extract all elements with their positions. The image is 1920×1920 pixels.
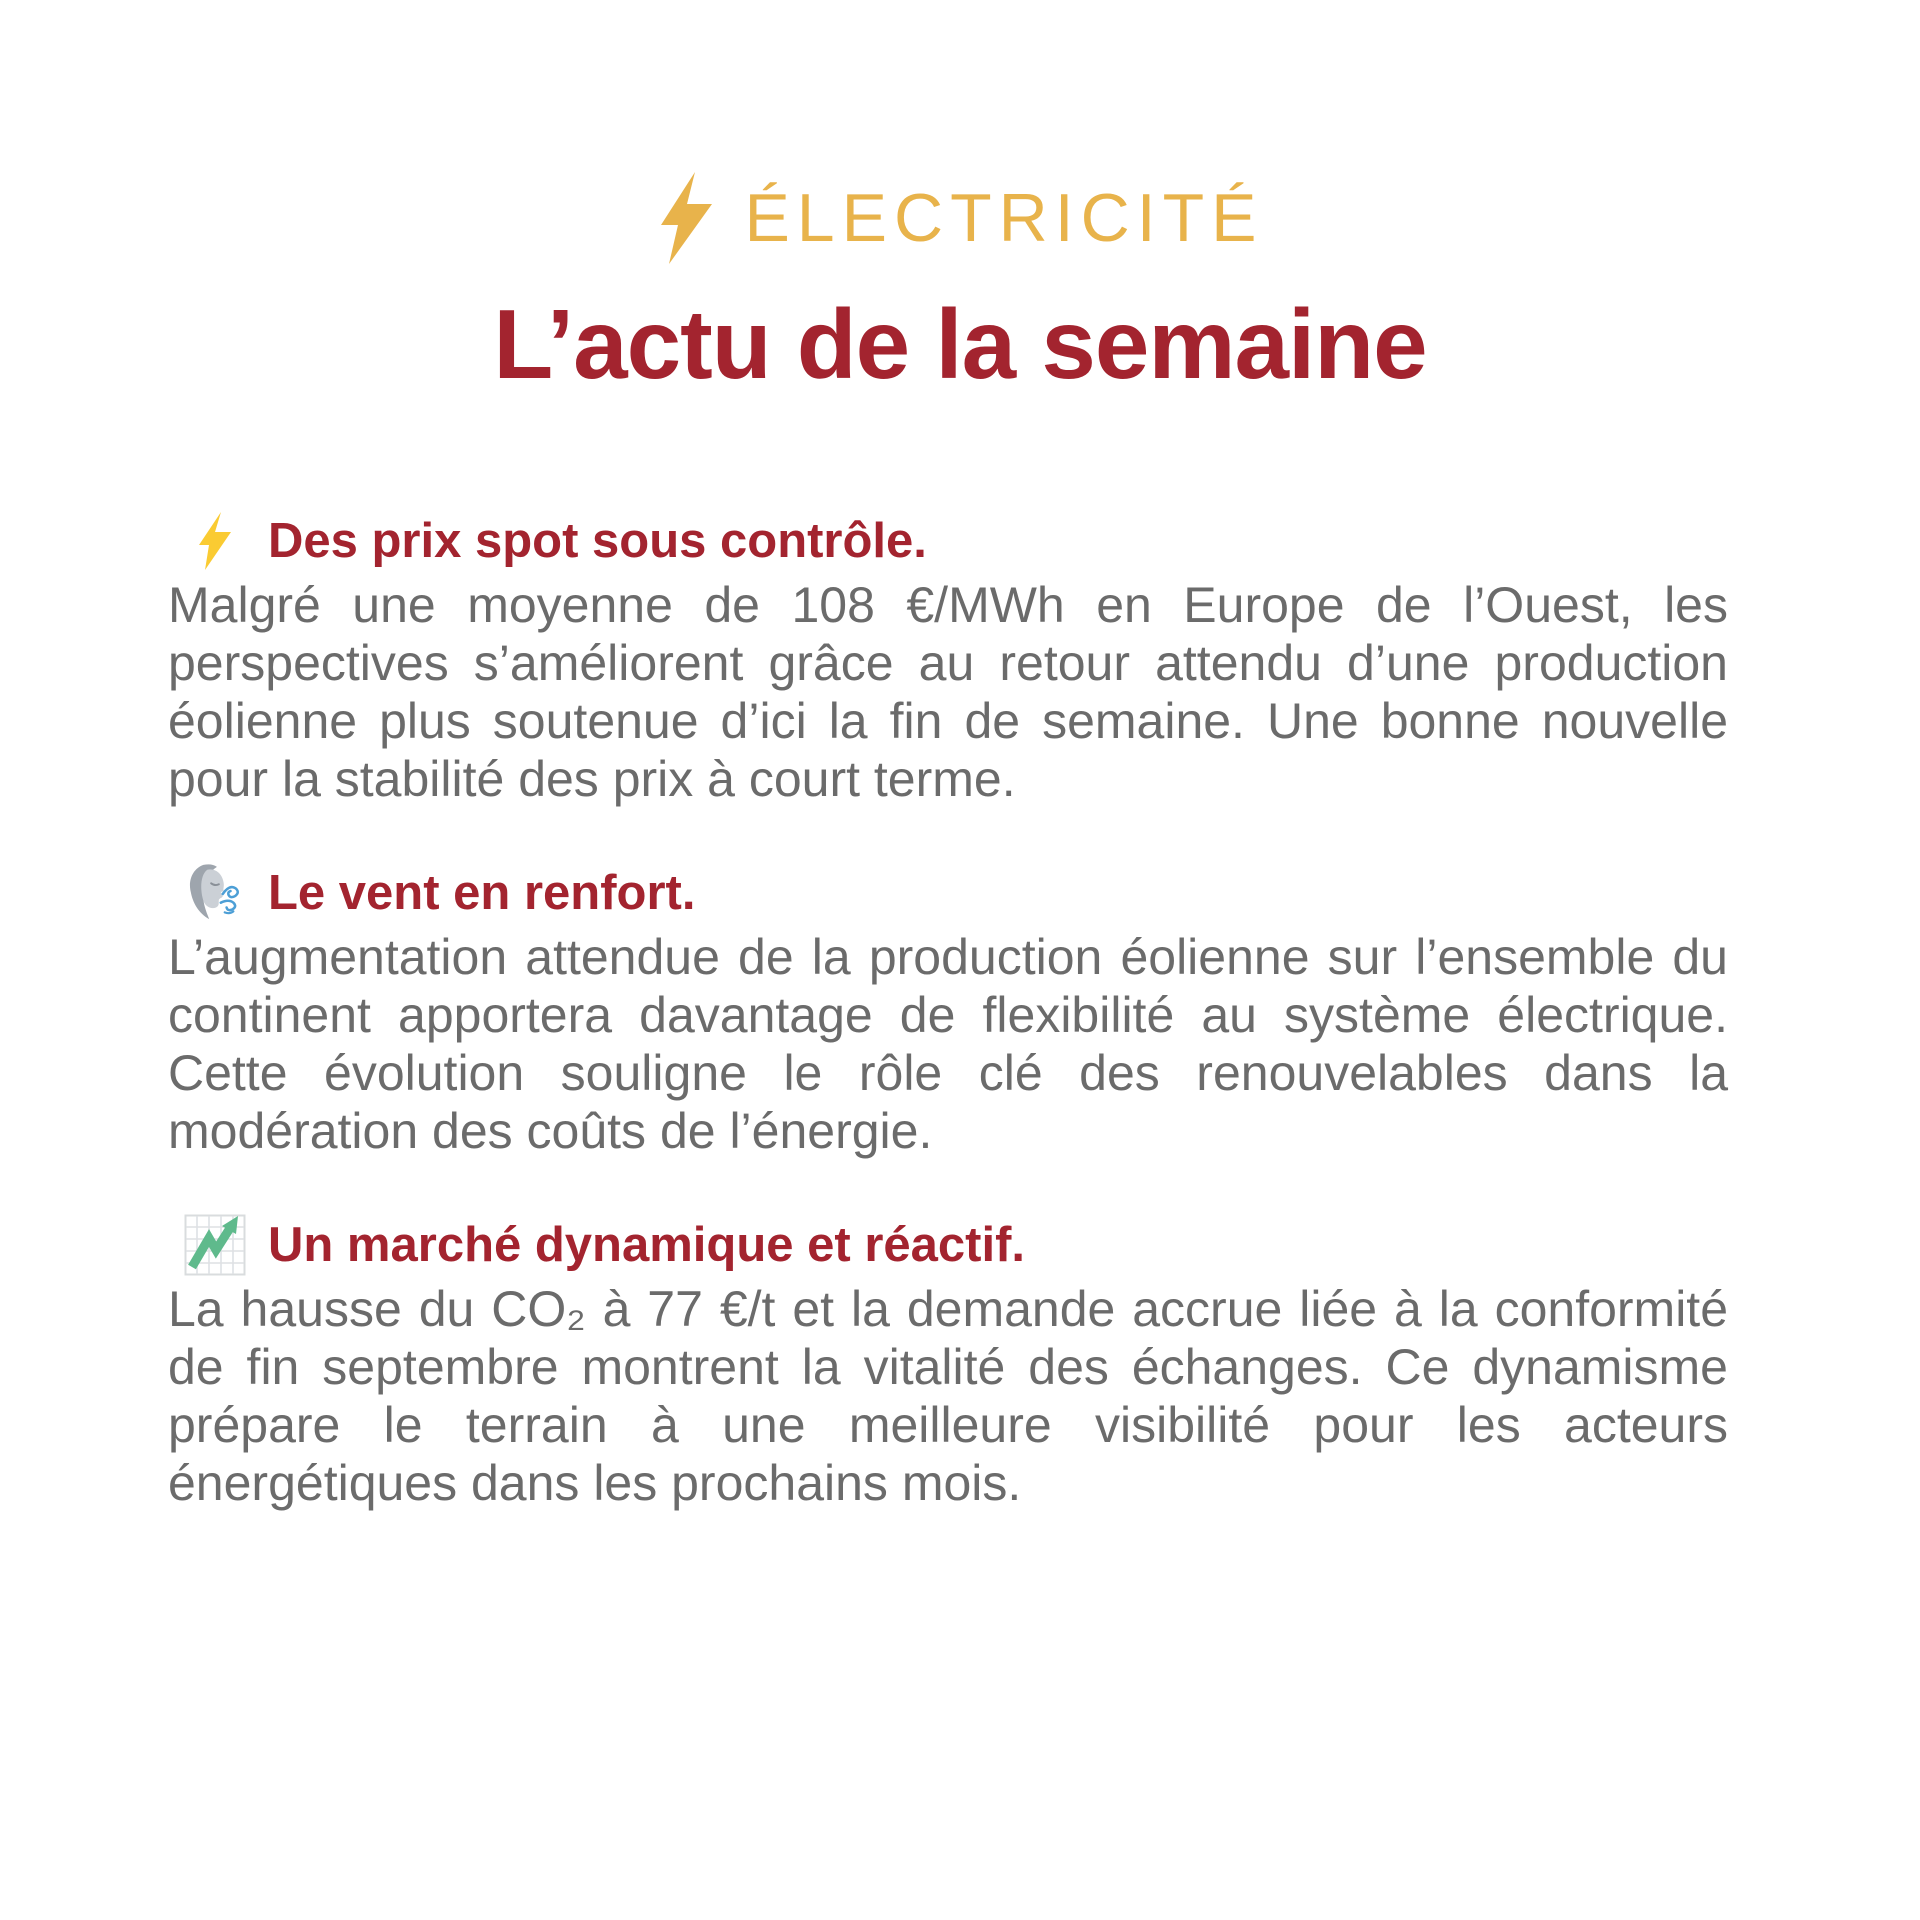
chart-increasing-emoji-icon (184, 1214, 246, 1276)
header (0, 0, 1920, 399)
page-title: L’actu de la semaine (493, 289, 1427, 399)
section-body: Malgré une moyenne de 108 €/MWh en Europe de l’Ouest, les perspectives s’améliorent grâce au retour attendu d’une production éolienne plus soutenue d’ici la fin de semaine. Une bonne nouvelle pour la stabilité des prix à court terme. (168, 577, 1728, 807)
category-label: ÉLECTRICITÉ (744, 180, 1264, 256)
section-heading-row (168, 862, 1728, 924)
lightning-bolt-icon (656, 172, 718, 264)
section-heading: Un marché dynamique et réactif. (268, 1218, 1026, 1272)
category-row (0, 172, 1920, 264)
section-body: La hausse du CO₂ à 77 €/t et la demande accrue liée à la conformité de fin septembre montrent la vitalité des échanges. Ce dynamisme prépare le terrain à une meilleure visibilité pour les acteurs énergétiques dans les prochains mois. (168, 1281, 1728, 1511)
news-section-spot-prices (168, 510, 1728, 808)
lightning-bolt-emoji-icon (184, 512, 246, 570)
section-heading-row (168, 510, 1728, 572)
news-section-market (168, 1214, 1728, 1512)
section-heading: Des prix spot sous contrôle. (268, 514, 927, 568)
wind-face-emoji-icon (184, 862, 246, 924)
section-heading-row (168, 1214, 1728, 1276)
content (168, 510, 1728, 1512)
news-section-wind (168, 862, 1728, 1160)
section-body: L’augmentation attendue de la production éolienne sur l’ensemble du continent apportera davantage de flexibilité au système électrique. Cette évolution souligne le rôle clé des renouvelables dans la modération des coûts de l’énergie. (168, 929, 1728, 1159)
section-heading: Le vent en renfort. (268, 866, 696, 920)
